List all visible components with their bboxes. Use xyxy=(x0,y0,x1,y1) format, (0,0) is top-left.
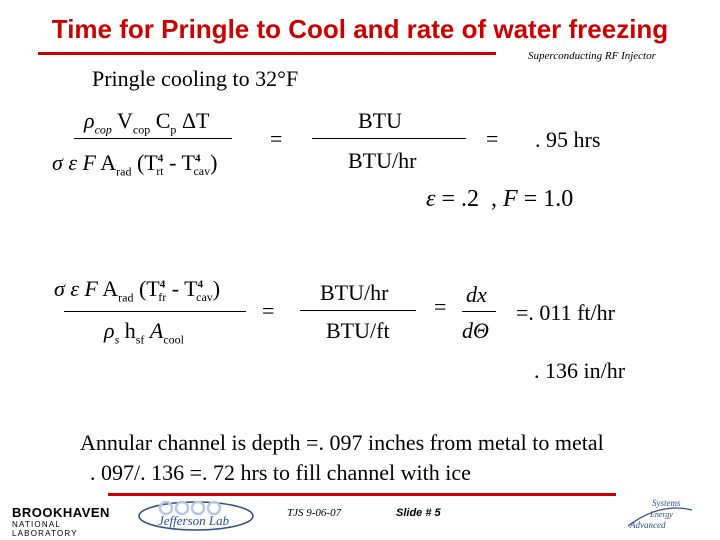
eq1-denominator: σ ε F $A_{rad}$ $(T^4_{rt} - T^4_{cav})$ xyxy=(52,150,218,179)
eq2-equals-b: = xyxy=(434,294,447,319)
eq2-result-inches: . 136 in/hr xyxy=(534,358,626,383)
eq2-derivative-denominator: dΘ xyxy=(462,318,489,343)
body-line-1: Annular channel is depth =. 097 inches from metal to metal xyxy=(80,430,604,455)
parameters: ε = .2 , F = 1.0 xyxy=(426,186,574,212)
aes-logo xyxy=(624,496,696,534)
aes-logo-systems: Systems xyxy=(652,498,681,508)
eq1-unit-numerator: BTU xyxy=(358,108,402,133)
eq2-denominator: $\rho_s$ $h_{sf}$ $A_{cool}$ xyxy=(104,318,185,347)
eq2-unit-numerator: BTU/hr xyxy=(320,280,389,305)
footer-rule xyxy=(108,493,616,496)
eq1-result: . 95 hrs xyxy=(535,127,601,152)
eq2-numerator: σ ε F $A_{rad}$ $(T^4_{fr} - T^4_{cav})$ xyxy=(54,276,221,305)
footer-date: TJS 9-06-07 xyxy=(287,507,342,519)
title-underline xyxy=(38,52,496,55)
eq1-unit-denominator: BTU/hr xyxy=(348,148,417,173)
jefferson-lab-logo xyxy=(136,498,256,534)
eq2-unit-fraction-bar xyxy=(300,310,416,311)
eq2-equals-a: = xyxy=(262,298,275,323)
eq2-fraction-bar xyxy=(64,311,246,312)
jefferson-lab-logo-text: Jefferson Lab xyxy=(158,513,230,528)
eq1-equals-a: = xyxy=(270,126,283,151)
slide-number: Slide # 5 xyxy=(396,507,441,519)
aes-logo-advanced: Advanced xyxy=(630,520,666,530)
brookhaven-logo-wordmark: BROOKHAVEN xyxy=(12,505,110,520)
eq1-numerator: $\rho_{cop}$ $V_{cop}$ $C_p$ ΔT xyxy=(84,108,210,137)
subtitle-tag: Superconducting RF Injector xyxy=(528,50,656,62)
section-heading: Pringle cooling to 32°F xyxy=(92,66,299,91)
slide-title: Time for Pringle to Cool and rate of water freezing xyxy=(51,14,669,44)
eq2-derivative-bar xyxy=(462,311,496,312)
brookhaven-logo xyxy=(12,505,122,538)
brookhaven-logo-subtitle: NATIONAL LABORATORY xyxy=(12,520,78,538)
eq2-derivative-numerator: dx xyxy=(466,282,487,307)
eq1-equals-b: = xyxy=(486,126,499,151)
eq2-result: =. 011 ft/hr xyxy=(516,300,615,325)
eq1-fraction-bar xyxy=(74,138,232,139)
eq2-unit-denominator: BTU/ft xyxy=(326,318,390,343)
aes-logo-energy: Energy xyxy=(650,510,673,519)
body-line-2: . 097/. 136 =. 72 hrs to fill channel with ice xyxy=(90,460,471,485)
eq1-unit-fraction-bar xyxy=(312,138,466,139)
